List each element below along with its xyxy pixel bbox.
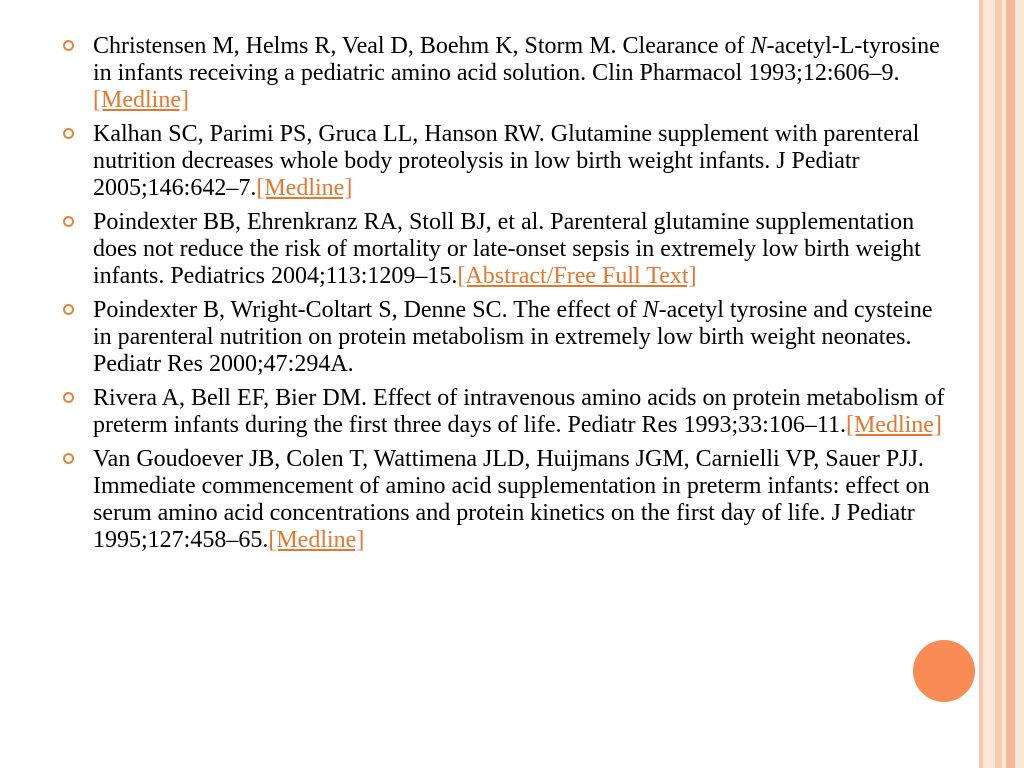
abstract-full-text-link[interactable]: [Abstract/Free Full Text] bbox=[457, 263, 697, 289]
reference-text: Poindexter BB, Ehrenkranz RA, Stoll BJ, et al. Parenteral glutamine supplementation does not reduce the risk of mortality or late-onset sepsis in extremely low birth weight infants. Pediatrics 2004;113:1209–15. bbox=[93, 209, 921, 289]
decorative-stripe-3 bbox=[995, 0, 1002, 768]
medline-link[interactable]: [Medline] bbox=[845, 412, 942, 438]
slide-number-circle bbox=[913, 640, 975, 702]
decorative-stripe-6 bbox=[1015, 0, 1024, 768]
reference-item bbox=[62, 297, 952, 378]
bullet-icon bbox=[63, 216, 74, 227]
reference-item bbox=[62, 33, 952, 114]
reference-text-after: -acetyl tyrosine and cysteine in parenteral nutrition on protein metabolism in extremely low birth weight neonates. Pediatr Res 2000;47:294A. bbox=[93, 297, 933, 377]
decorative-stripe-2 bbox=[983, 0, 995, 768]
reference-item bbox=[62, 209, 952, 290]
reference-italic: N bbox=[750, 33, 767, 59]
reference-text-after: -acetyl-L-tyrosine in infants receiving a pediatric amino acid solution. Clin Pharmacol 1993;12:606–9. bbox=[93, 33, 940, 86]
medline-link[interactable]: [Medline] bbox=[256, 175, 353, 201]
decorative-stripe-5 bbox=[1006, 0, 1015, 768]
reference-list bbox=[62, 33, 952, 561]
reference-item bbox=[62, 121, 952, 202]
bullet-icon bbox=[63, 304, 74, 315]
reference-italic: N bbox=[642, 297, 659, 323]
reference-text: Christensen M, Helms R, Veal D, Boehm K, Storm M. Clearance of bbox=[93, 33, 751, 59]
bullet-icon bbox=[63, 453, 74, 464]
medline-link[interactable]: [Medline] bbox=[93, 87, 189, 113]
reference-item bbox=[62, 385, 952, 439]
medline-link[interactable]: [Medline] bbox=[268, 527, 365, 553]
reference-text: Van Goudoever JB, Colen T, Wattimena JLD, Huijmans JGM, Carnielli VP, Sauer PJJ. Immediate commencement of amino acid supplementation in preterm infants: effect on serum amino acid concentrations and protein kinetics on the first day of life. J Pediatr 1995;127:458–65. bbox=[93, 446, 930, 553]
bullet-icon bbox=[63, 128, 74, 139]
reference-item bbox=[62, 446, 952, 554]
reference-text: Poindexter B, Wright-Coltart S, Denne SC. The effect of bbox=[93, 297, 643, 323]
reference-text: Rivera A, Bell EF, Bier DM. Effect of intravenous amino acids on protein metabolism of preterm infants during the first three days of life. Pediatr Res 1993;33:106–11. bbox=[93, 385, 945, 438]
bullet-icon bbox=[63, 40, 74, 51]
reference-text: Kalhan SC, Parimi PS, Gruca LL, Hanson RW. Glutamine supplement with parenteral nutrition decreases whole body proteolysis in low birth weight infants. J Pediatr 2005;146:642–7. bbox=[93, 121, 920, 201]
bullet-icon bbox=[63, 392, 74, 403]
